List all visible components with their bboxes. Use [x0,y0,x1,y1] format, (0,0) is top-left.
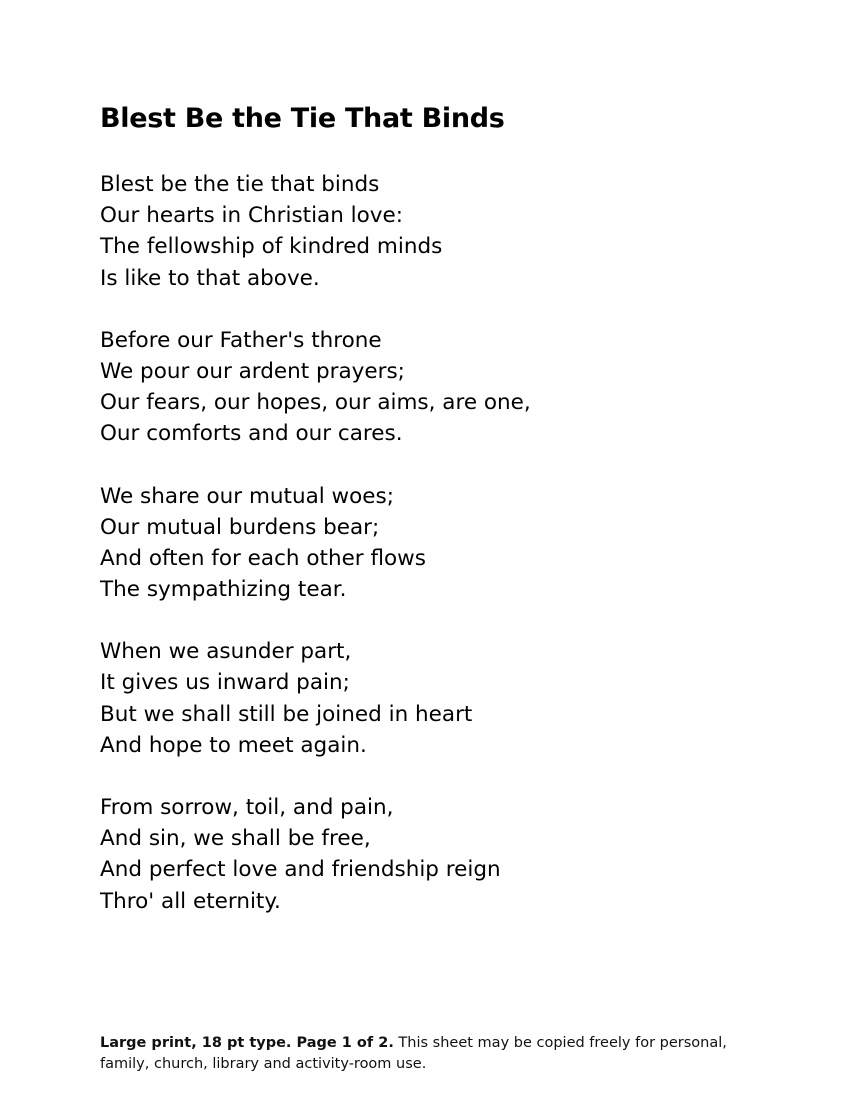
verse-line: Our fears, our hopes, our aims, are one, [100,390,531,416]
footer-copy-permission: This sheet may be copied freely for personal, family, church, library and activity-room use. [100,1035,727,1072]
verse-line: It gives us inward pain; [100,670,350,696]
verse-line: We pour our ardent prayers; [100,358,405,384]
verse-5 [100,792,780,917]
verse-2 [100,325,780,450]
verse-line: And hope to meet again. [100,732,367,758]
verse-line: From sorrow, toil, and pain, [100,795,394,820]
footer-bold-note: Large print, 18 pt type. Page 1 of 2. [100,1035,394,1051]
verse-line: When we asunder part, [100,639,352,665]
footer-note [100,1033,750,1074]
verse-1 [100,169,780,294]
verse-line: Is like to that above. [100,265,320,291]
verse-line: Thro' all eternity. [100,888,281,914]
verse-line: Our hearts in Christian love: [100,203,404,229]
verse-line: And perfect love and friendship reign [100,857,501,883]
page-title: Blest Be the Tie That Binds [100,103,505,134]
verse-line: The sympathizing tear. [100,577,347,603]
verse-3 [100,481,780,606]
verse-line: But we shall still be joined in heart [100,701,473,727]
verse-line: And often for each other flows [100,545,426,571]
verse-line: And sin, we shall be free, [100,826,371,852]
verse-line: Before our Father's throne [100,327,382,353]
verse-line: Our mutual burdens bear; [100,514,380,540]
verse-line: Our comforts and our cares. [100,421,403,447]
hymn-verses [100,169,780,948]
verse-line: We share our mutual woes; [100,483,394,509]
verse-line: Blest be the tie that binds [100,172,380,197]
verse-4 [100,636,780,761]
verse-line: The fellowship of kindred minds [100,234,443,260]
